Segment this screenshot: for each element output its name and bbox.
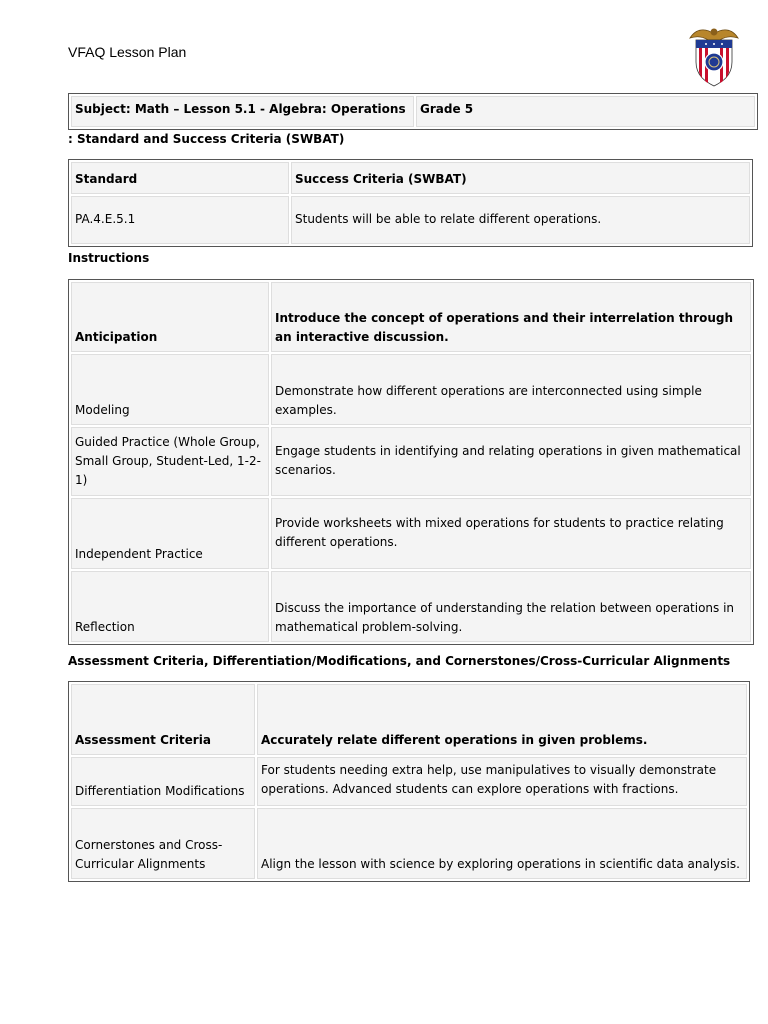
instruction-text-independent-practice: Provide worksheets with mixed operations for students to practice relating different operations. [271, 498, 751, 569]
standards-table [68, 159, 753, 247]
standard-code-cell: PA.4.E.5.1 [71, 196, 289, 244]
instruction-label-anticipation: Anticipation [71, 282, 269, 352]
instruction-label-reflection: Reflection [71, 571, 269, 642]
instructions-heading: Instructions [68, 251, 150, 265]
instruction-label-independent-practice: Independent Practice [71, 498, 269, 569]
assessment-label-criteria: Assessment Criteria [71, 684, 255, 755]
subject-table [68, 93, 758, 130]
document-title: VFAQ Lesson Plan [68, 44, 187, 60]
standard-col-header: Standard [71, 162, 289, 194]
instruction-text-guided-practice: Engage students in identifying and relating operations in given mathematical scenarios. [271, 427, 751, 496]
instruction-label-guided-practice: Guided Practice (Whole Group, Small Group, Student-Led, 1-2-1) [71, 427, 269, 496]
assessment-text-cornerstones: Align the lesson with science by exploring operations in scientific data analysis. [257, 808, 747, 879]
instruction-text-anticipation: Introduce the concept of operations and their interrelation through an interactive discussion. [271, 282, 751, 352]
subject-cell: Subject: Math – Lesson 5.1 - Algebra: Operations [71, 96, 414, 127]
success-criteria-cell: Students will be able to relate different operations. [291, 196, 750, 244]
instructions-table [68, 279, 754, 645]
instruction-text-modeling: Demonstrate how different operations are interconnected using simple examples. [271, 354, 751, 425]
grade-cell: Grade 5 [416, 96, 755, 127]
instruction-label-modeling: Modeling [71, 354, 269, 425]
assessment-label-cornerstones: Cornerstones and Cross-Curricular Alignments [71, 808, 255, 879]
assessment-text-differentiation: For students needing extra help, use manipulatives to visually demonstrate operations. Advanced students can explore operations with fractions. [257, 757, 747, 806]
success-col-header: Success Criteria (SWBAT) [291, 162, 750, 194]
standards-heading: : Standard and Success Criteria (SWBAT) [68, 132, 345, 146]
assessment-table [68, 681, 750, 882]
assessment-heading: Assessment Criteria, Differentiation/Modifications, and Cornerstones/Cross-Curricular Alignments [68, 654, 731, 668]
assessment-text-criteria: Accurately relate different operations in given problems. [257, 684, 747, 755]
assessment-label-differentiation: Differentiation Modifications [71, 757, 255, 806]
instruction-text-reflection: Discuss the importance of understanding the relation between operations in mathematical problem-solving. [271, 571, 751, 642]
eagle-shield-crest-icon [686, 24, 742, 88]
